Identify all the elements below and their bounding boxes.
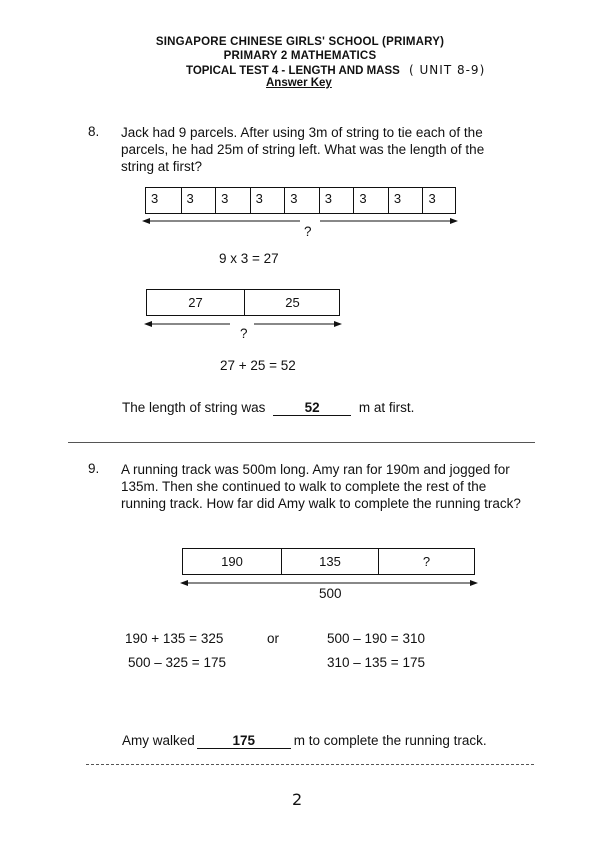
q9-answer-sentence bbox=[122, 733, 487, 749]
q9-number: 9. bbox=[88, 461, 100, 476]
answer-key-label: Answer Key bbox=[266, 77, 332, 89]
subject-title: PRIMARY 2 MATHEMATICS bbox=[223, 50, 377, 62]
school-title: SINGAPORE CHINESE GIRLS' SCHOOL (PRIMARY) bbox=[155, 36, 445, 48]
q9-method2-line2: 310 – 135 = 175 bbox=[327, 655, 425, 670]
q8-bar1-cell: 3 bbox=[388, 188, 423, 213]
q8-bar1-question-mark: ? bbox=[304, 224, 312, 239]
test-title-text: TOPICAL TEST 4 - LENGTH AND MASS bbox=[186, 65, 400, 77]
q8-bar-model-total bbox=[146, 289, 340, 316]
q9-answer-blank bbox=[197, 733, 291, 749]
q9-answer-suffix: m to complete the running track. bbox=[293, 733, 487, 748]
q9-text: A running track was 500m long. Amy ran for 190m and jogged for 135m. Then she continued to walk to complete the rest of the running track. How far did Amy walk to complete the running track? bbox=[121, 462, 521, 511]
q8-bar1-cell: 3 bbox=[215, 188, 250, 213]
q8-answer-prefix: The length of string was bbox=[122, 400, 266, 415]
q9-bar-cell: 190 bbox=[221, 554, 243, 569]
section-divider bbox=[86, 764, 534, 765]
q8-bar1-cell: 3 bbox=[422, 188, 457, 213]
q8-bar1-cell: 3 bbox=[353, 188, 388, 213]
page-number: 2 bbox=[292, 790, 303, 809]
q9-bar-total: 500 bbox=[319, 586, 342, 601]
q8-number: 8. bbox=[88, 124, 100, 139]
q8-calc2: 27 + 25 = 52 bbox=[220, 358, 296, 373]
q8-bar1-cell: 3 bbox=[250, 188, 285, 213]
q9-answer-prefix: Amy walked bbox=[122, 733, 195, 748]
q8-answer-value: 52 bbox=[304, 400, 320, 415]
q9-answer-value: 175 bbox=[232, 733, 256, 748]
q8-answer-sentence bbox=[122, 400, 414, 416]
q9-bar-cell: 135 bbox=[281, 549, 378, 574]
q9-bar-cell: ? bbox=[378, 549, 474, 574]
q9-or: or bbox=[267, 631, 280, 646]
q8-bar1-arrow bbox=[140, 214, 460, 228]
q8-bar2-cell: 25 bbox=[244, 290, 340, 315]
q8-bar1-cell: 3 bbox=[284, 188, 319, 213]
q9-method2-line1: 500 – 190 = 310 bbox=[327, 631, 425, 646]
q8-bar1-cell: 3 bbox=[319, 188, 354, 213]
test-title bbox=[186, 63, 485, 77]
q8-bar2-cell: 27 bbox=[188, 295, 203, 310]
q8-answer-suffix: m at first. bbox=[358, 400, 415, 415]
q8-bar1-cell: 3 bbox=[151, 191, 159, 206]
q8-bar-model-parcels bbox=[145, 187, 456, 214]
handwritten-unit-note: ( UNIT 8-9) bbox=[409, 63, 486, 77]
q8-answer-blank bbox=[273, 400, 351, 416]
q8-text: Jack had 9 parcels. After using 3m of string to tie each of the parcels, he had 25m of string left. What was the length of the string at first? bbox=[121, 125, 485, 174]
section-divider bbox=[68, 442, 535, 443]
q8-bar1-cell: 3 bbox=[181, 188, 216, 213]
q9-method1-line2: 500 – 325 = 175 bbox=[128, 655, 226, 670]
q8-calc1: 9 x 3 = 27 bbox=[219, 251, 279, 266]
q9-method1-line1: 190 + 135 = 325 bbox=[125, 631, 224, 646]
q8-bar2-question-mark: ? bbox=[240, 326, 248, 341]
q9-bar-model bbox=[182, 548, 475, 575]
